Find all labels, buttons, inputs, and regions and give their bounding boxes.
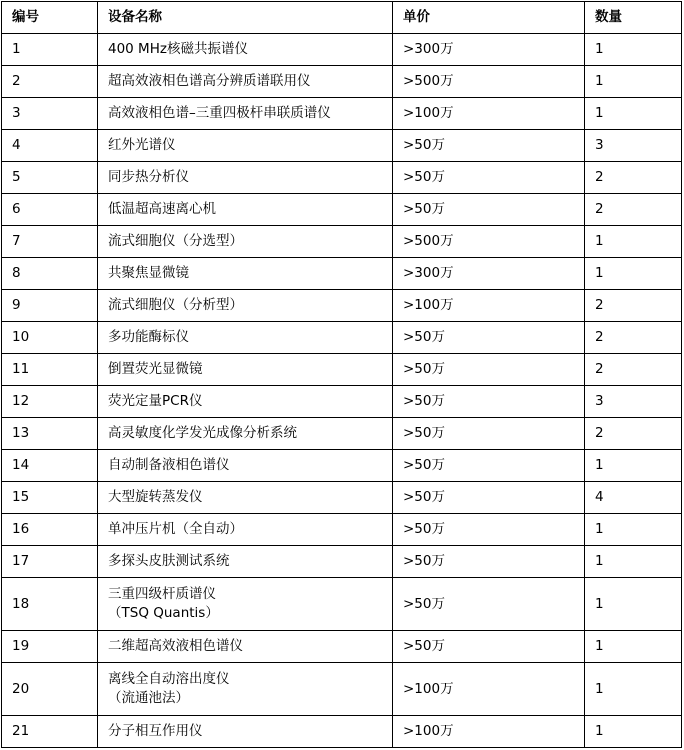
device-name-line: 三重四级杆质谱仪 <box>108 586 216 602</box>
table-row <box>2 716 682 748</box>
table-row <box>2 34 682 66</box>
cell-quantity: 2 <box>585 194 682 226</box>
table-row <box>2 354 682 386</box>
cell-number: 11 <box>2 354 98 386</box>
cell-device-name <box>98 663 393 716</box>
cell-device-name <box>98 130 393 162</box>
cell-device-name <box>98 322 393 354</box>
cell-unit-price: >50万 <box>393 514 585 546</box>
equipment-table <box>1 1 682 748</box>
cell-quantity: 1 <box>585 663 682 716</box>
table-row <box>2 631 682 663</box>
header-device-name: 设备名称 <box>98 2 393 34</box>
device-name-line: 多探头皮肤测试系统 <box>108 553 230 569</box>
table-row <box>2 290 682 322</box>
cell-device-name <box>98 354 393 386</box>
cell-quantity: 3 <box>585 386 682 418</box>
cell-quantity: 1 <box>585 258 682 290</box>
table-row <box>2 194 682 226</box>
device-name-line: （流通池法） <box>108 690 189 706</box>
cell-device-name <box>98 290 393 322</box>
cell-quantity: 1 <box>585 546 682 578</box>
cell-quantity: 1 <box>585 98 682 130</box>
cell-unit-price: >100万 <box>393 98 585 130</box>
cell-number: 18 <box>2 578 98 631</box>
cell-unit-price: >50万 <box>393 418 585 450</box>
cell-quantity: 2 <box>585 162 682 194</box>
table-row <box>2 66 682 98</box>
device-name-line: 单冲压片机（全自动） <box>108 521 243 537</box>
cell-device-name <box>98 98 393 130</box>
cell-number: 6 <box>2 194 98 226</box>
cell-unit-price: >300万 <box>393 34 585 66</box>
cell-device-name <box>98 162 393 194</box>
device-name-line: 多功能酶标仪 <box>108 329 189 345</box>
cell-unit-price: >100万 <box>393 290 585 322</box>
cell-device-name <box>98 450 393 482</box>
table-row <box>2 226 682 258</box>
cell-quantity: 3 <box>585 130 682 162</box>
table-row <box>2 386 682 418</box>
device-name-line: 400 MHz核磁共振谱仪 <box>108 41 248 57</box>
cell-number: 1 <box>2 34 98 66</box>
cell-unit-price: >50万 <box>393 322 585 354</box>
cell-device-name <box>98 386 393 418</box>
cell-number: 2 <box>2 66 98 98</box>
device-name-line: 流式细胞仪（分选型） <box>108 233 243 249</box>
cell-number: 16 <box>2 514 98 546</box>
cell-device-name <box>98 34 393 66</box>
cell-device-name <box>98 546 393 578</box>
cell-quantity: 2 <box>585 354 682 386</box>
table-row <box>2 482 682 514</box>
device-name-line: 倒置荧光显微镜 <box>108 361 203 377</box>
cell-device-name <box>98 716 393 748</box>
cell-device-name <box>98 482 393 514</box>
cell-unit-price: >50万 <box>393 482 585 514</box>
device-name-line: 共聚焦显微镜 <box>108 265 189 281</box>
cell-unit-price: >50万 <box>393 546 585 578</box>
cell-device-name <box>98 631 393 663</box>
table-row <box>2 418 682 450</box>
cell-quantity: 1 <box>585 578 682 631</box>
cell-unit-price: >100万 <box>393 716 585 748</box>
cell-number: 8 <box>2 258 98 290</box>
cell-quantity: 1 <box>585 34 682 66</box>
cell-unit-price: >50万 <box>393 578 585 631</box>
cell-quantity: 1 <box>585 631 682 663</box>
header-row <box>2 2 682 34</box>
header-number: 编号 <box>2 2 98 34</box>
device-name-line: 同步热分析仪 <box>108 169 189 185</box>
table-row <box>2 162 682 194</box>
cell-device-name <box>98 418 393 450</box>
cell-quantity: 1 <box>585 514 682 546</box>
device-name-line: 二维超高效液相色谱仪 <box>108 638 243 654</box>
cell-quantity: 1 <box>585 226 682 258</box>
cell-number: 17 <box>2 546 98 578</box>
table-row <box>2 322 682 354</box>
cell-unit-price: >300万 <box>393 258 585 290</box>
table-row <box>2 546 682 578</box>
cell-number: 3 <box>2 98 98 130</box>
cell-unit-price: >50万 <box>393 162 585 194</box>
table-row <box>2 130 682 162</box>
cell-number: 19 <box>2 631 98 663</box>
cell-quantity: 2 <box>585 418 682 450</box>
device-name-line: （TSQ Quantis） <box>108 605 219 621</box>
cell-unit-price: >50万 <box>393 631 585 663</box>
cell-unit-price: >50万 <box>393 130 585 162</box>
cell-number: 13 <box>2 418 98 450</box>
device-name-line: 自动制备液相色谱仪 <box>108 457 230 473</box>
header-quantity: 数量 <box>585 2 682 34</box>
device-name-line: 离线全自动溶出度仪 <box>108 671 230 687</box>
cell-device-name <box>98 514 393 546</box>
cell-number: 9 <box>2 290 98 322</box>
cell-unit-price: >500万 <box>393 66 585 98</box>
cell-number: 14 <box>2 450 98 482</box>
device-name-line: 流式细胞仪（分析型） <box>108 297 243 313</box>
cell-unit-price: >500万 <box>393 226 585 258</box>
device-name-line: 大型旋转蒸发仪 <box>108 489 203 505</box>
table-row <box>2 450 682 482</box>
cell-unit-price: >50万 <box>393 194 585 226</box>
cell-number: 7 <box>2 226 98 258</box>
table-row <box>2 258 682 290</box>
cell-quantity: 1 <box>585 716 682 748</box>
cell-device-name <box>98 194 393 226</box>
device-name-line: 分子相互作用仪 <box>108 723 203 739</box>
cell-unit-price: >100万 <box>393 663 585 716</box>
cell-number: 15 <box>2 482 98 514</box>
cell-quantity: 4 <box>585 482 682 514</box>
cell-unit-price: >50万 <box>393 450 585 482</box>
table-row <box>2 663 682 716</box>
device-name-line: 红外光谱仪 <box>108 137 176 153</box>
table-body <box>2 34 682 748</box>
cell-unit-price: >50万 <box>393 354 585 386</box>
header-unit-price: 单价 <box>393 2 585 34</box>
cell-device-name <box>98 258 393 290</box>
device-name-line: 低温超高速离心机 <box>108 201 216 217</box>
table-row <box>2 514 682 546</box>
table-row <box>2 98 682 130</box>
cell-quantity: 1 <box>585 66 682 98</box>
device-name-line: 高灵敏度化学发光成像分析系统 <box>108 425 297 441</box>
cell-quantity: 2 <box>585 322 682 354</box>
device-name-line: 高效液相色谱–三重四极杆串联质谱仪 <box>108 105 331 121</box>
device-name-line: 荧光定量PCR仪 <box>108 393 203 409</box>
cell-number: 4 <box>2 130 98 162</box>
cell-number: 10 <box>2 322 98 354</box>
cell-device-name <box>98 66 393 98</box>
cell-number: 5 <box>2 162 98 194</box>
cell-unit-price: >50万 <box>393 386 585 418</box>
table-row <box>2 578 682 631</box>
cell-number: 20 <box>2 663 98 716</box>
cell-device-name <box>98 226 393 258</box>
cell-quantity: 1 <box>585 450 682 482</box>
cell-number: 12 <box>2 386 98 418</box>
cell-quantity: 2 <box>585 290 682 322</box>
device-name-line: 超高效液相色谱高分辨质谱联用仪 <box>108 73 311 89</box>
cell-number: 21 <box>2 716 98 748</box>
cell-device-name <box>98 578 393 631</box>
